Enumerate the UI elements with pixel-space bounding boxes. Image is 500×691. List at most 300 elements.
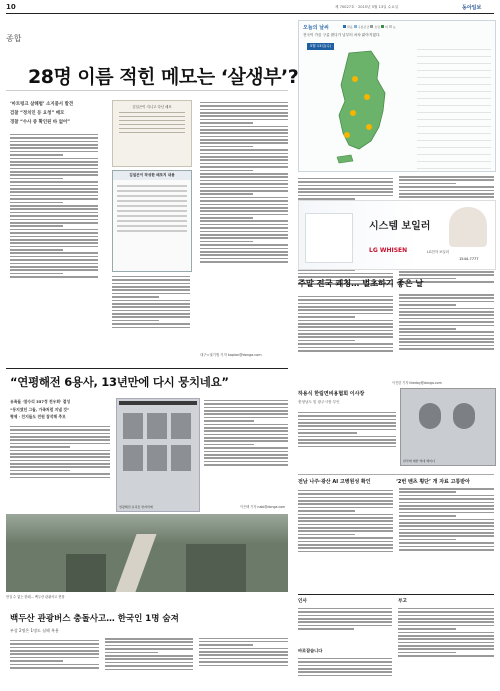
body-text-line <box>399 321 494 323</box>
body-text-line <box>399 297 494 299</box>
body-text-line <box>112 279 190 281</box>
body-text-line <box>200 258 288 260</box>
story3-title: 전남 나주·광산 AI 고병원성 확인 <box>298 479 371 485</box>
body-text-line <box>10 246 98 248</box>
body-text-line <box>200 207 288 209</box>
body-text-line <box>298 191 393 193</box>
body-text-line <box>298 299 393 301</box>
body-text-line <box>399 345 494 347</box>
bottom-col1-sub: 바로잡습니다 <box>298 648 323 653</box>
body-text-line <box>298 432 357 434</box>
body-text-line <box>200 248 288 250</box>
body-text-line <box>399 179 494 181</box>
body-text-line <box>200 176 288 178</box>
body-text-line <box>298 524 393 526</box>
bottom-col2-title: 부고 <box>398 599 407 604</box>
body-text-line <box>200 183 288 185</box>
body-text-line <box>298 415 396 417</box>
body-text-line <box>204 410 288 412</box>
body-text-line <box>200 261 288 263</box>
body-text-line <box>399 488 494 490</box>
body-text-line <box>10 188 98 190</box>
body-text-line <box>200 132 288 134</box>
body-text-line <box>298 412 396 414</box>
body-text-line <box>10 426 110 428</box>
body-text-line <box>10 229 98 231</box>
body-text-line <box>112 320 159 322</box>
body-text-line <box>204 454 288 456</box>
body-text-line <box>298 665 392 667</box>
body-text-line <box>399 311 494 313</box>
memo-photo-title: 김일곤이 지니고 다닌 메모 <box>132 105 172 109</box>
body-text-line <box>298 628 354 630</box>
body-text-line <box>298 330 393 332</box>
body-text-line <box>10 640 99 642</box>
body-text-line <box>200 153 288 155</box>
body-text-line <box>10 439 110 441</box>
body-text-line <box>200 102 288 104</box>
weather-legend-item: 구름조금 <box>357 25 370 29</box>
story3-body <box>298 488 494 588</box>
body-text-line <box>200 241 253 243</box>
body-text-line <box>298 625 392 627</box>
body-text-line <box>298 517 393 519</box>
ad-boiler-image <box>305 213 353 263</box>
body-text-line <box>298 320 393 322</box>
memo-photo <box>112 100 192 167</box>
body-text-line <box>10 463 110 465</box>
jeju-shape <box>337 155 353 163</box>
weather-desc: 전국이 가끔 구름 많다가 낮부터 차차 맑아지겠다. <box>303 33 381 37</box>
body-text-line <box>112 327 190 329</box>
body-text-line <box>112 286 190 288</box>
body-text-line <box>298 347 393 349</box>
body-text-line <box>298 534 355 536</box>
body-text-line <box>399 193 494 195</box>
body-text-line <box>298 313 393 315</box>
story2-body-col3 <box>204 398 288 502</box>
bottom-col1-body <box>298 606 392 646</box>
body-text-line <box>10 460 110 462</box>
body-text-line <box>204 400 288 402</box>
body-text-line <box>298 350 393 352</box>
story2-photo <box>116 398 200 512</box>
body-text-line <box>399 502 494 504</box>
body-text-line <box>112 310 190 312</box>
weather-legend-item: 맑음 <box>347 25 353 29</box>
body-text-line <box>204 451 288 453</box>
body-text-line <box>298 181 393 183</box>
body-text-line <box>399 498 494 500</box>
body-text-line <box>399 304 456 306</box>
body-text-line <box>112 316 190 318</box>
weather-legend <box>343 25 396 29</box>
body-text-line <box>10 242 98 244</box>
body-text-line <box>298 503 393 505</box>
body-text-line <box>10 477 110 479</box>
body-text-line <box>399 341 494 343</box>
body-text-line <box>204 464 288 466</box>
body-text-line <box>398 615 494 617</box>
body-text-line <box>10 446 70 448</box>
body-text-line <box>298 541 393 543</box>
weather-map <box>319 49 409 167</box>
weather-legend-item: 눈 <box>392 25 396 29</box>
body-text-line <box>298 273 393 275</box>
body-text-line <box>398 642 494 644</box>
body-text-line <box>200 204 288 206</box>
body-text-line <box>10 198 98 200</box>
baekdu-photo <box>6 514 288 592</box>
body-text-line <box>298 493 393 495</box>
obit-sub: 충청남도 및 광주시장 부인 <box>298 400 340 404</box>
body-text-line <box>399 515 456 517</box>
body-text-line <box>204 440 288 442</box>
body-text-line <box>10 141 98 143</box>
rule <box>298 594 494 595</box>
body-text-line <box>10 443 110 445</box>
ad-sub: LG전자 보일러 <box>427 250 449 254</box>
weather-date-tag: 5월 13일(수) <box>307 43 334 50</box>
body-text-line <box>398 625 494 627</box>
body-text-line <box>204 457 288 459</box>
story4-sub: 부상 2명은 1명도 심해 복용 <box>10 628 59 633</box>
body-text-line <box>10 433 110 435</box>
body-text-line <box>298 316 355 318</box>
body-text-line <box>200 224 288 226</box>
body-text-line <box>399 318 494 320</box>
body-text-line <box>399 539 456 541</box>
body-text-line <box>398 638 494 640</box>
body-text-line <box>398 628 456 630</box>
body-text-line <box>204 434 288 436</box>
body-text-line <box>200 115 288 117</box>
body-text-line <box>10 273 63 275</box>
lead-body-col3 <box>200 100 288 352</box>
ad-phone: 1544-7777 <box>459 257 479 261</box>
body-text-line <box>200 217 253 219</box>
body-text-line <box>200 166 288 168</box>
body-text-line <box>105 645 194 647</box>
body-text-line <box>200 227 288 229</box>
body-text-line <box>105 652 158 654</box>
body-text-line <box>112 323 190 325</box>
body-text-line <box>204 417 288 419</box>
body-text-line <box>399 508 494 510</box>
body-text-line <box>10 252 98 254</box>
lead-subheads <box>10 100 105 127</box>
ad-product: 시스템 보일러 <box>369 221 431 232</box>
body-text-line <box>399 301 494 303</box>
body-text-line <box>204 444 254 446</box>
obit-photo-caption: 한국에 대한 역대 세미나 <box>403 459 435 463</box>
body-text-line <box>298 608 392 610</box>
body-text-line <box>298 442 396 444</box>
body-text-line <box>298 507 393 509</box>
body-text-line <box>298 195 393 197</box>
body-text-line <box>112 289 190 291</box>
story2-headline: “연평해전 6용사, 13년만에 다시 뭉치네요” <box>10 375 229 389</box>
weather-title: 오늘의 날씨 <box>303 25 329 31</box>
body-text-line <box>10 212 98 214</box>
body-text-line <box>10 657 99 659</box>
body-text-line <box>399 314 494 316</box>
right-body-mid <box>298 294 494 384</box>
body-text-line <box>200 129 288 131</box>
body-text-line <box>399 196 494 198</box>
body-text-line <box>298 336 393 338</box>
story2-byline: 이은택 기자 nabi@donga.com <box>240 505 286 509</box>
page-number: 10 <box>6 3 16 11</box>
body-text-line <box>10 232 98 234</box>
body-text-line <box>105 648 194 650</box>
body-text-line <box>10 219 98 221</box>
body-text-line <box>298 497 393 499</box>
body-text-line <box>200 139 288 141</box>
body-text-line <box>199 654 288 656</box>
body-text-line <box>10 134 98 136</box>
story4-headline: 백두산 관광버스 충돌사고… 한국인 1명 숨져 <box>10 614 179 624</box>
body-text-line <box>112 313 190 315</box>
body-text-line <box>10 205 98 207</box>
body-text-line <box>200 187 288 189</box>
body-text-line <box>10 195 98 197</box>
body-text-line <box>399 522 494 524</box>
body-text-line <box>199 641 288 643</box>
body-text-line <box>105 658 194 660</box>
body-text-line <box>10 181 98 183</box>
body-text-line <box>199 665 288 667</box>
body-text-line <box>204 420 254 422</box>
body-text-line <box>105 655 194 657</box>
body-text-line <box>10 185 98 187</box>
body-text-line <box>200 170 253 172</box>
weather-legend-item: 흐림 <box>374 25 381 29</box>
ad-brand: LG WHISEN <box>369 247 408 254</box>
body-text-line <box>399 176 494 178</box>
rule <box>6 368 288 369</box>
body-text-line <box>112 293 190 295</box>
story2-subheads <box>10 398 110 421</box>
body-text-line <box>200 109 288 111</box>
body-text-line <box>105 662 194 664</box>
story3-sub: ‘2번 벤츠 횡단’ 개 자료 고통받아 <box>396 479 470 485</box>
body-text-line <box>399 542 494 544</box>
lead-subhead: 경찰 “수사 중 확인된 바 없어” <box>10 120 71 125</box>
body-text-line <box>200 244 288 246</box>
body-text-line <box>10 171 98 173</box>
body-text-line <box>112 283 190 285</box>
body-text-line <box>399 190 494 192</box>
body-text-line <box>399 549 494 551</box>
body-text-line <box>298 514 393 516</box>
body-text-line <box>10 269 98 271</box>
body-text-line <box>200 210 288 212</box>
body-text-line <box>10 191 98 193</box>
body-text-line <box>10 473 110 475</box>
body-text-line <box>399 529 494 531</box>
body-text-line <box>298 611 392 613</box>
body-text-line <box>10 429 110 431</box>
body-text-line <box>10 276 98 278</box>
body-text-line <box>298 296 393 298</box>
body-text-line <box>200 193 253 195</box>
body-text-line <box>10 208 98 210</box>
body-text-line <box>298 675 392 677</box>
body-text-line <box>399 338 494 340</box>
body-text-line <box>298 530 393 532</box>
body-text-line <box>200 149 288 151</box>
body-text-line <box>298 419 396 421</box>
body-text-line <box>298 306 393 308</box>
body-text-line <box>399 186 494 188</box>
body-text-line <box>298 500 393 502</box>
story2-subhead: “동지였던 그들, 가족처럼 지낼 것” <box>10 406 70 412</box>
memo-table <box>112 170 192 272</box>
right-byline: 이진한 기자 likeday@donga.com <box>392 381 442 385</box>
body-text-line <box>200 163 288 165</box>
body-text-line <box>10 256 98 258</box>
lead-body-col1 <box>10 132 98 360</box>
body-text-line <box>200 200 288 202</box>
body-text-line <box>112 276 190 278</box>
body-text-line <box>399 519 494 521</box>
body-text-line <box>204 403 288 405</box>
body-text-line <box>199 661 288 663</box>
body-text-line <box>10 453 110 455</box>
body-text-line <box>298 340 355 342</box>
lg-ad <box>298 200 496 270</box>
body-text-line <box>10 154 63 156</box>
body-text-line <box>399 505 494 507</box>
body-text-line <box>399 308 494 310</box>
body-text-line <box>298 490 393 492</box>
right-headline: 주말 전국 쾌청… 벌초하기 좋은 날 <box>298 278 424 288</box>
body-text-line <box>10 456 110 458</box>
body-text-line <box>200 142 288 144</box>
ad-model-figure <box>449 207 487 247</box>
baekdu-caption: 만질 수 없는 한때… 백두산 관광사고 현장 <box>6 595 65 599</box>
story2-subhead: 유족들 ‘참수리 357정 전우회’ 결성 <box>10 399 71 404</box>
body-text-line <box>200 122 253 124</box>
memo-table-title: 김일곤이 작성한 메모지 내용 <box>113 171 191 180</box>
body-text-line <box>298 326 393 328</box>
body-text-line <box>10 158 98 160</box>
body-text-line <box>105 665 194 667</box>
body-text-line <box>298 547 393 549</box>
body-text-line <box>105 638 194 640</box>
body-text-line <box>10 664 99 666</box>
body-text-line <box>399 512 494 514</box>
bottom-col2-body <box>398 606 494 688</box>
body-text-line <box>298 309 393 311</box>
body-text-line <box>399 271 494 273</box>
body-text-line <box>298 668 392 670</box>
body-text-line <box>199 648 288 650</box>
body-text-line <box>399 491 456 493</box>
body-text-line <box>10 470 70 472</box>
body-text-line <box>10 450 110 452</box>
body-text-line <box>204 437 288 439</box>
body-text-line <box>298 436 396 438</box>
body-text-line <box>112 306 190 308</box>
body-text-line <box>204 447 288 449</box>
body-text-line <box>200 251 288 253</box>
body-text-line <box>200 220 288 222</box>
body-text-line <box>200 112 288 114</box>
body-text-line <box>10 202 63 204</box>
body-text-line <box>10 650 99 652</box>
body-text-line <box>10 222 98 224</box>
story2-subhead: 형제 · 친지들도 전원 참석해 추모 <box>10 414 66 419</box>
body-text-line <box>204 427 288 429</box>
lead-subhead: ‘마트렁크 살해범’ 소지품서 발견 <box>10 102 74 107</box>
body-text-line <box>298 658 392 660</box>
body-text-line <box>204 407 288 409</box>
body-text-line <box>398 645 494 647</box>
body-text-line <box>298 661 392 663</box>
body-text-line <box>298 520 393 522</box>
body-text-line <box>10 259 98 261</box>
body-text-line <box>298 343 393 345</box>
obit-body <box>298 410 396 470</box>
body-text-line <box>298 446 396 448</box>
body-text-line <box>200 231 288 233</box>
body-text-line <box>10 161 98 163</box>
story2-photo-caption: 연평해전 유족들 한자리에 <box>119 505 153 509</box>
obit-title: 하용식 한림면비용협회 이사장 <box>298 391 365 397</box>
body-text-line <box>200 254 288 256</box>
body-text-line <box>398 618 494 620</box>
body-text-line <box>298 439 396 441</box>
body-text-line <box>298 621 392 623</box>
body-text-line <box>10 249 63 251</box>
body-text-line <box>298 615 392 617</box>
bottom-col1-body2 <box>298 656 392 688</box>
body-text-line <box>298 422 396 424</box>
body-text-line <box>298 425 396 427</box>
body-text-line <box>399 348 494 350</box>
body-text-line <box>200 214 288 216</box>
body-text-line <box>10 164 98 166</box>
lead-body-col2 <box>112 274 190 360</box>
body-text-line <box>298 544 393 546</box>
body-text-line <box>398 635 494 637</box>
body-text-line <box>399 274 494 276</box>
body-text-line <box>112 303 190 305</box>
weather-legend-item: 비 <box>385 25 388 29</box>
body-text-line <box>10 147 98 149</box>
masthead-rule <box>6 13 494 14</box>
body-text-line <box>399 546 494 548</box>
story2-body <box>10 424 110 512</box>
body-text-line <box>298 333 393 335</box>
body-text-line <box>398 655 494 657</box>
body-text-line <box>298 510 355 512</box>
body-text-line <box>10 647 99 649</box>
body-text-line <box>10 466 110 468</box>
body-text-line <box>399 335 494 337</box>
body-text-line <box>298 527 393 529</box>
bottom-col1-title: 인사 <box>298 599 307 604</box>
weather-panel <box>298 20 496 172</box>
body-text-line <box>10 225 63 227</box>
body-text-line <box>200 190 288 192</box>
body-text-line <box>200 159 288 161</box>
body-text-line <box>399 532 494 534</box>
body-text-line <box>10 653 99 655</box>
body-text-line <box>200 173 288 175</box>
